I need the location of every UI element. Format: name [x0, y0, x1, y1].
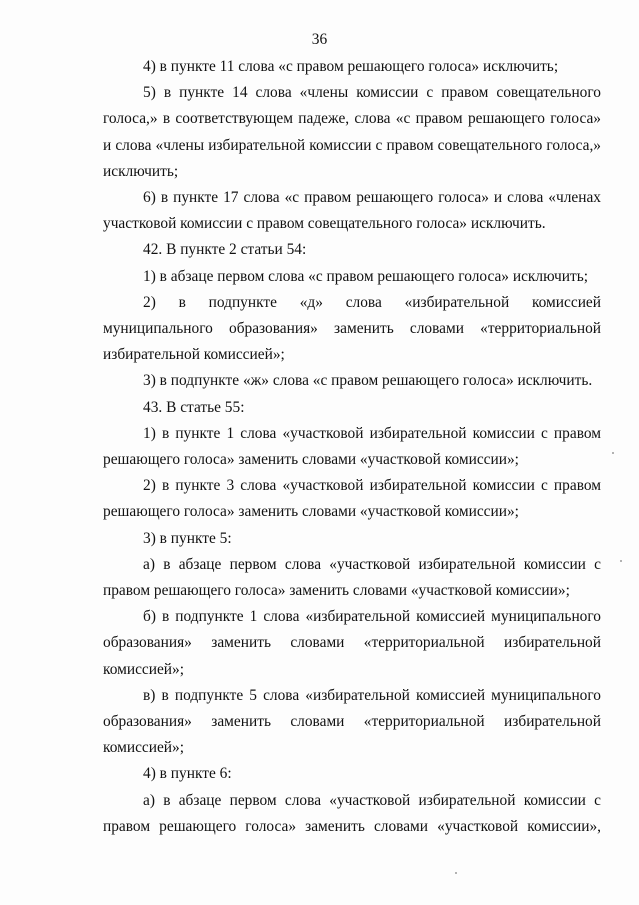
paragraph: б) в подпункте 1 слова «избирательной комиссией муниципального образования» заменить словами «территориальной избирательной комиссией»; [103, 608, 601, 678]
scan-speck [612, 452, 614, 454]
scan-speck [620, 560, 622, 562]
paragraph: 43. В статье 55: [143, 398, 245, 416]
page-number: 36 [311, 31, 328, 48]
paragraph: 1) в абзаце первом слова «с правом решающего голоса» исключить; [143, 267, 588, 285]
paragraph: 2) в пункте 3 слова «участковой избирательной комиссии с правом решающего голоса» заменить словами «участковой комиссии»; [103, 477, 601, 521]
paragraph: 2) в подпункте «д» слова «избирательной комиссией муниципального образования» заменить словами «территориальной избирательной комиссией»; [103, 293, 601, 364]
paragraph: 1) в пункте 1 слова «участковой избирательной комиссии с правом решающего голоса» заменить словами «участковой комиссии»; [103, 424, 601, 469]
paragraph: 4) в пункте 6: [143, 765, 232, 783]
paragraph: 4) в пункте 11 слова «с правом решающего голоса» исключить; [143, 58, 559, 75]
scan-speck [455, 872, 457, 874]
paragraph: а) в абзаце первом слова «участковой избирательной комиссии с правом решающего голоса» заменить словами «участковой комиссии»; [103, 555, 601, 600]
paragraph: в) в подпункте 5 слова «избирательной комиссией муниципального образования» заменить словами «территориальной избирательной комиссией»; [103, 686, 601, 757]
document-body [103, 54, 601, 840]
paragraph: 3) в пункте 5: [143, 529, 232, 547]
paragraph: а) в абзаце первом слова «участковой избирательной комиссии с правом решающего голоса» заменить словами «участковой комиссии», [103, 791, 601, 835]
paragraph: 6) в пункте 17 слова «с правом решающего голоса» и слова «членах участковой комиссии с правом совещательного голоса» исключить. [103, 189, 601, 233]
paragraph: 3) в подпункте «ж» слова «с правом решающего голоса» исключить. [143, 372, 593, 390]
paragraph: 5) в пункте 14 слова «члены комиссии с правом совещательного голоса,» в соответствующем падеже, слова «с правом решающего голоса» и слова «члены избирательной комиссии с правом совещательного голоса,» исключить; [103, 84, 601, 180]
paragraph: 42. В пункте 2 статьи 54: [143, 241, 307, 259]
